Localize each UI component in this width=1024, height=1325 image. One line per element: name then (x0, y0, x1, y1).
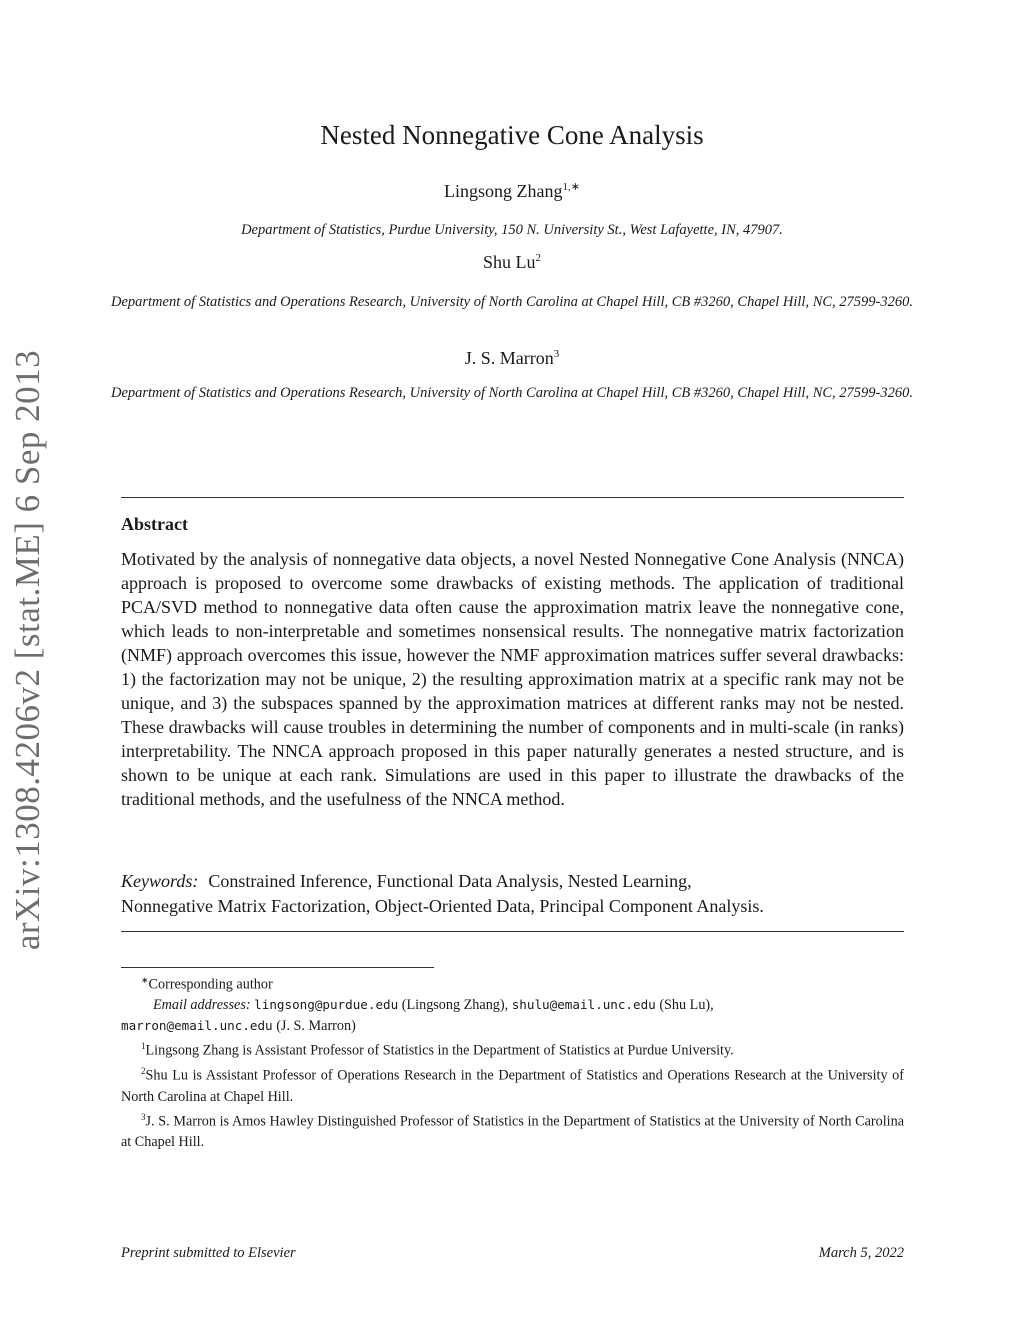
abstract-top-rule (121, 497, 904, 498)
footnote-mark: 3 (141, 1112, 146, 1123)
email-link[interactable]: lingsong@purdue.edu (254, 997, 399, 1013)
footnote-mark: 2 (141, 1066, 146, 1077)
email-owner: (J. S. Marron) (276, 1017, 356, 1034)
abstract-heading: Abstract (121, 514, 188, 534)
footnote-text: Lingsong Zhang is Assistant Professor of Statistics in the Department of Statistics at Purdue University. (145, 1042, 734, 1059)
author-name: J. S. Marron (464, 348, 554, 368)
footnote-corresponding (121, 970, 904, 995)
author-mark: 2 (535, 252, 541, 264)
footnote-mark: ∗ (141, 975, 149, 985)
email-label: Email addresses: (153, 997, 251, 1014)
author-2 (0, 252, 1024, 273)
abstract-bottom-rule (121, 931, 904, 932)
keywords (121, 869, 904, 919)
footnote-2 (121, 1061, 904, 1107)
affiliation-1: Department of Statistics, Purdue University, 150 N. University St., West Lafayette, IN, 47907. (241, 222, 783, 238)
arxiv-stamp-text: arXiv:1308.4206v2 [stat.ME] 6 Sep 2013 (8, 349, 47, 951)
affiliation-2: Department of Statistics and Operations Research, University of North Carolina at Chapel Hill, CB #3260, Chapel Hill, NC, 27599-3260. (110, 294, 914, 310)
email-link[interactable]: marron@email.unc.edu (121, 1017, 273, 1033)
author-mark: 1,∗ (562, 181, 580, 193)
keywords-line-1: Constrained Inference, Functional Data Analysis, Nested Learning, (208, 871, 692, 891)
footnote-rule (121, 967, 434, 968)
footnote-emails (121, 995, 904, 1016)
footnotes (121, 970, 904, 1153)
keywords-label: Keywords: (121, 871, 199, 891)
author-3 (0, 348, 1024, 369)
paper-title: Nested Nonnegative Cone Analysis (320, 120, 704, 150)
abstract-text: Motivated by the analysis of nonnegative data objects, a novel Nested Nonnegative Cone Analysis (NNCA) approach is proposed to overcome some drawbacks of existing methods. The application of traditional PCA/SVD method to nonnegative data often cause the approximation matrix leave the nonnegative cone, which leads to non-interpretable and sometimes nonsensical results. The nonnegative matrix factorization (NMF) approach overcomes this issue, however the NMF approximation matrices suffer several drawbacks: 1) the factorization may not be unique, 2) the resulting approximation matrix at a specific rank may not be unique, and 3) the subspaces spanned by the approximation matrices at different ranks may not be nested. These drawbacks will cause troubles in determining the number of components and in multi-scale (in ranks) interpretability. The NNCA approach proposed in this paper naturally generates a nested structure, and is shown to be unique at each rank. Simulations are used in this paper to illustrate the drawbacks of the traditional methods, and the usefulness of the NNCA method. (121, 549, 904, 809)
affiliation-3: Department of Statistics and Operations Research, University of North Carolina at Chapel Hill, CB #3260, Chapel Hill, NC, 27599-3260. (110, 385, 914, 401)
footnote-text: Shu Lu is Assistant Professor of Operations Research in the Department of Statistics and Operations Research at the University of North Carolina at Chapel Hill. (121, 1068, 904, 1105)
footnote-1 (121, 1036, 904, 1061)
footnote-text: J. S. Marron is Amos Hawley Distinguished Professor of Statistics in the Department of Statistics at the University of North Carolina at Chapel Hill. (121, 1113, 904, 1151)
email-owner: (Lingsong Zhang), (401, 997, 509, 1014)
email-link[interactable]: shulu@email.unc.edu (511, 997, 656, 1013)
footnote-text: Corresponding author (148, 976, 273, 993)
author-name: Shu Lu (482, 252, 536, 272)
author-name: Lingsong Zhang (444, 181, 563, 201)
footnote-emails-cont (121, 1016, 904, 1037)
footer-date: March 5, 2022 (818, 1245, 904, 1261)
footnote-mark: 1 (141, 1041, 146, 1052)
author-mark: 3 (553, 348, 560, 360)
keywords-line-2: Nonnegative Matrix Factorization, Object-Oriented Data, Principal Component Analysis. (121, 896, 764, 916)
footnote-3 (121, 1107, 904, 1153)
footer-preprint: Preprint submitted to Elsevier (121, 1245, 296, 1261)
email-owner: (Shu Lu), (659, 997, 714, 1014)
author-1 (0, 180, 1024, 202)
